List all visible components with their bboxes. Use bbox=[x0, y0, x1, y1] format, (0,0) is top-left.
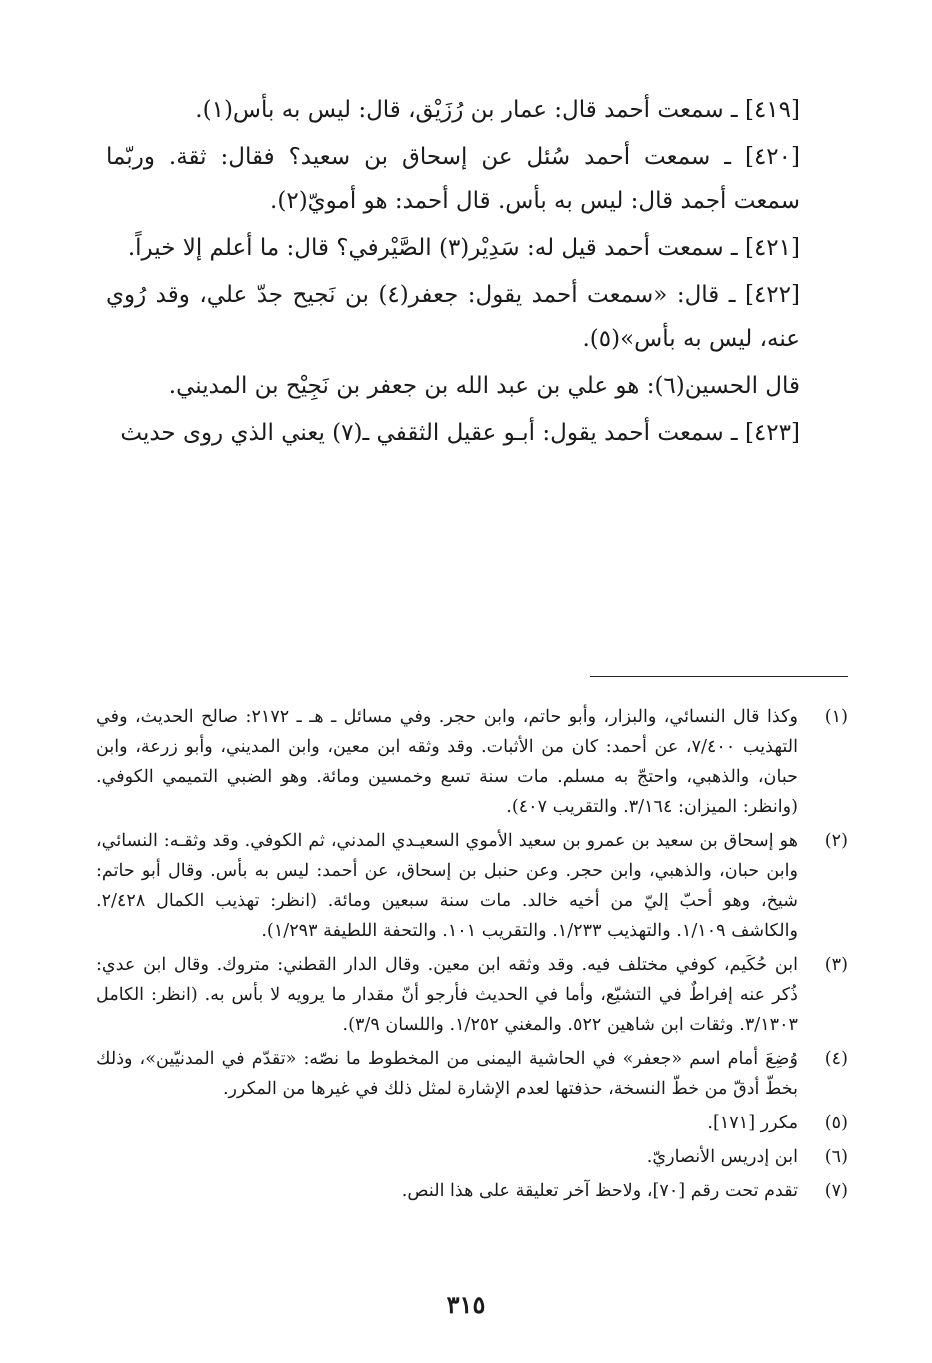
footnote-number: (٦) bbox=[824, 1147, 848, 1167]
footnote-5 bbox=[96, 1108, 848, 1138]
footnote-text: وُضِعَ أمام اسم «جعفر» في الحاشية اليمنى من المخطوط ما نصّه: «تقدّم في المدنيّين»، وذلك بخطّ أدقّ من خطّ النسخة، حذفتها لعدم الإشارة لمثل ذلك في غيرها من المكرر. bbox=[96, 1049, 798, 1099]
entry-423: [٤٢٣] ـ سمعت أحمد يقول: أبـو عقيل الثقفي ـ(٧) يعني الذي روى حديث bbox=[120, 420, 800, 446]
footnote-1 bbox=[96, 702, 848, 822]
footnote-number: (٤) bbox=[824, 1049, 848, 1069]
footnotes bbox=[96, 702, 848, 1210]
footnote-4 bbox=[96, 1044, 848, 1104]
entry-421: [٤٢١] ـ سمعت أحمد قيل له: سَدِيْر(٣) الصَّيْرفي؟ قال: ما أعلم إلا خيراً. bbox=[127, 235, 800, 261]
footnote-text: وكذا قال النسائي، والبزار، وأبو حاتم، وابن حجر. وفي مسائل ـ هـ ـ ٢١٧٢: صالح الحديث، وفي التهذيب ٧/٤٠٠، عن أحمد: كان من الأثبات. وقد وثقه ابن معين، وابن المديني، وأبو زرعة، وابن حبان، والذهبي، واحتجّ به مسلم. مات سنة تسع وخمسين ومائة. وهو الضبي التميمي الكوفي. (وانظر: الميزان: ٣/١٦٤. والتقريب ٤٠٧). bbox=[96, 707, 798, 817]
footnote-number: (١) bbox=[824, 707, 848, 727]
footnote-6 bbox=[96, 1142, 848, 1172]
footnote-text: ابن إدريس الأنصاريّ. bbox=[646, 1147, 798, 1167]
footnote-number: (٢) bbox=[824, 831, 848, 851]
footnote-text: مكرر [١٧١]. bbox=[707, 1113, 798, 1133]
footnote-2 bbox=[96, 826, 848, 946]
footnote-text: هو إسحاق بن سعيد بن عمرو بن سعيد الأموي السعيـدي المدني، ثم الكوفي. وقد وثقـه: النسائي، وابن حبان، والذهبي، وابن حجر. وعن حنبل بن إسحاق، عن أحمد: ليس به بأس. وقال أبو حاتم: شيخ، وهو أحبّ إليّ من أخيه خالد. مات سنة سبعين ومائة. (انظر: تهذيب الكمال ٢/٤٢٨. والكاشف ١/١٠٩. والتهذيب ١/٢٣٣. والتقريب ١٠١. والتحفة اللطيفة ١/٢٩٣). bbox=[96, 831, 798, 941]
entry-419: [٤١٩] ـ سمعت أحمد قال: عمار بن رُزَيْق، قال: ليس به بأس(١). bbox=[195, 97, 800, 123]
footnote-text: ابن حُكَيم، كوفي مختلف فيه. وقد وثقه ابن معين. وقال الدار القطني: متروك. وقال ابن عدي: ذُكر عنه إفراطٌ في التشيّع، وأما في الحديث فأرجو أنّ مقدار ما يرويه لا بأس به. (انظر: الكامل ٣/١٣٠٣. وثقات ابن شاهين ٥٢٢. والمغني ١/٢٥٢. واللسان ٣/٩). bbox=[96, 955, 798, 1035]
footnote-7 bbox=[96, 1176, 848, 1206]
footnote-text: تقدم تحت رقم [٧٠]، ولاحظ آخر تعليقة على هذا النص. bbox=[401, 1181, 798, 1201]
entry-422-note: قال الحسين(٦): هو علي بن عبد الله بن جعفر بن نَجِيْح بن المديني. bbox=[168, 373, 800, 399]
main-text bbox=[106, 88, 846, 458]
footnote-number: (٣) bbox=[824, 955, 848, 975]
footnote-number: (٥) bbox=[824, 1113, 848, 1133]
entry-422: [٤٢٢] ـ قال: «سمعت أحمد يقول: جعفر(٤) بن نَجيح جدّ علي، وقد رُوي عنه، ليس به بأس»(٥). bbox=[106, 282, 800, 352]
footnote-number: (٧) bbox=[824, 1181, 848, 1201]
footnote-separator bbox=[590, 676, 848, 677]
page-number: ٣١٥ bbox=[446, 1290, 486, 1319]
footnote-3 bbox=[96, 950, 848, 1040]
entry-420: [٤٢٠] ـ سمعت أحمد سُئل عن إسحاق بن سعيد؟ فقال: ثقة. وربّما سمعت أجمد قال: ليس به بأس. قال أحمد: هو أمويّ(٢). bbox=[106, 144, 800, 214]
